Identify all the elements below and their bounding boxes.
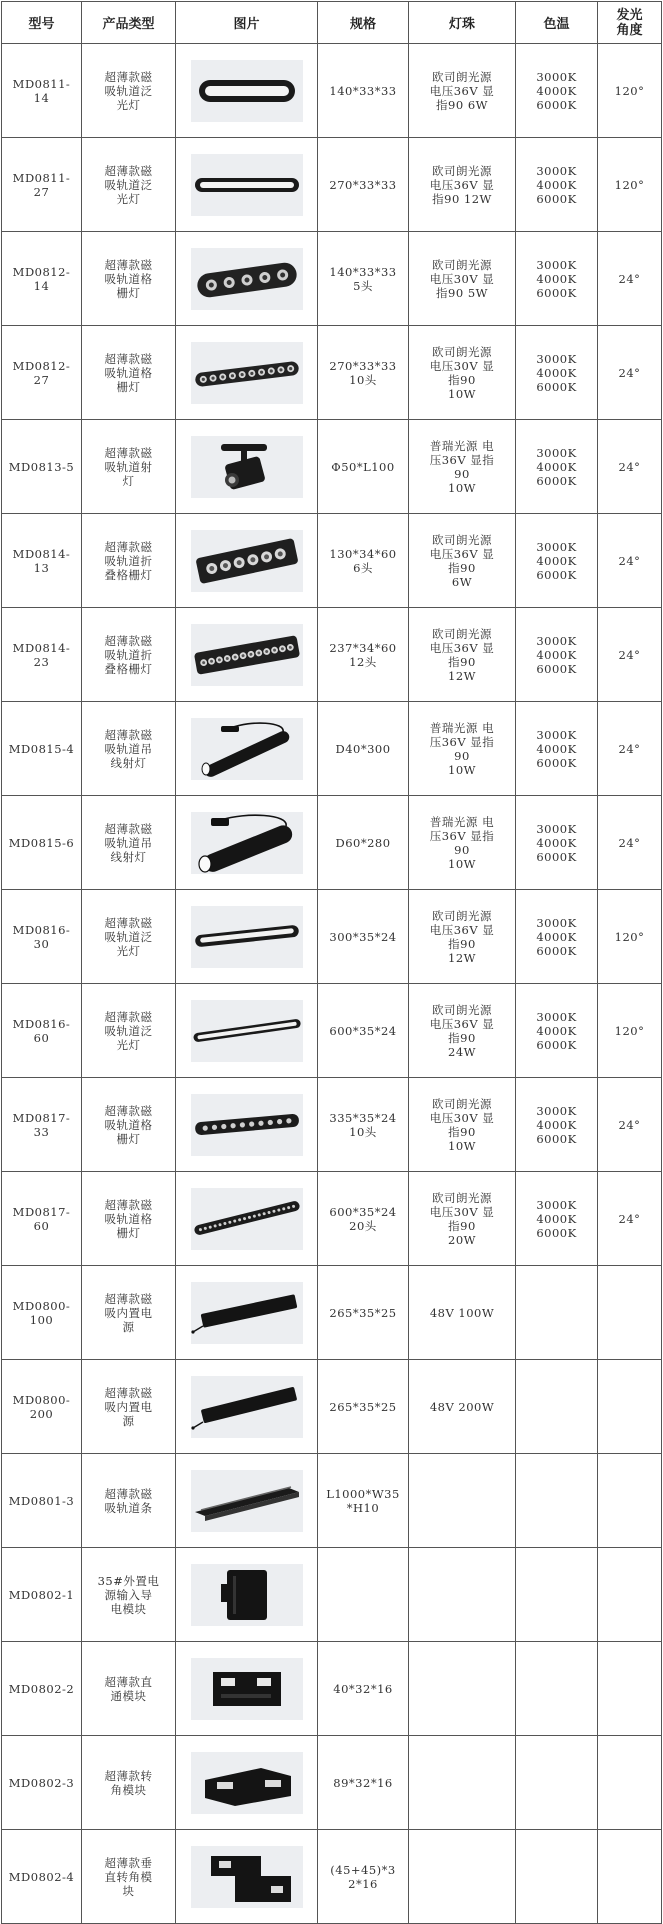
led-cell: 欧司朗光源 电压36V 显 指90 12W bbox=[409, 138, 516, 232]
color-temp-cell: 3000K 4000K 6000K bbox=[516, 326, 598, 420]
beam-angle-cell bbox=[598, 1642, 662, 1736]
long-flood-light-icon bbox=[191, 154, 303, 216]
color-temp-cell bbox=[516, 1454, 598, 1548]
spec-cell: D40*300 bbox=[318, 702, 409, 796]
spec-cell: L1000*W35 *H10 bbox=[318, 1454, 409, 1548]
table-row bbox=[2, 138, 662, 232]
spec-cell: (45+45)*3 2*16 bbox=[318, 1830, 409, 1924]
short-grille-light-icon bbox=[191, 248, 303, 310]
color-temp-cell: 3000K 4000K 6000K bbox=[516, 44, 598, 138]
color-temp-cell: 3000K 4000K 6000K bbox=[516, 514, 598, 608]
image-cell bbox=[176, 1830, 318, 1924]
color-temp-cell bbox=[516, 1830, 598, 1924]
image-cell bbox=[176, 1642, 318, 1736]
image-cell bbox=[176, 608, 318, 702]
spec-cell: 140*33*33 bbox=[318, 44, 409, 138]
spec-cell: D60*280 bbox=[318, 796, 409, 890]
beam-angle-cell bbox=[598, 1548, 662, 1642]
spec-cell: 270*33*33 bbox=[318, 138, 409, 232]
slim-flood-60-icon bbox=[191, 1000, 303, 1062]
table-row bbox=[2, 796, 662, 890]
header-type: 产品类型 bbox=[82, 2, 176, 44]
color-temp-cell: 3000K 4000K 6000K bbox=[516, 420, 598, 514]
product-type-cell: 超薄款磁 吸轨道条 bbox=[82, 1454, 176, 1548]
straight-connector-icon bbox=[191, 1658, 303, 1720]
image-cell bbox=[176, 702, 318, 796]
led-cell: 普瑞光源 电 压36V 显指 90 10W bbox=[409, 796, 516, 890]
led-cell: 欧司朗光源 电压36V 显 指90 12W bbox=[409, 608, 516, 702]
model-cell: MD0814- 13 bbox=[2, 514, 82, 608]
spec-cell: 130*34*60 6头 bbox=[318, 514, 409, 608]
beam-angle-cell: 24° bbox=[598, 514, 662, 608]
table-row bbox=[2, 1172, 662, 1266]
corner-connector-icon bbox=[191, 1752, 303, 1814]
beam-angle-cell: 24° bbox=[598, 326, 662, 420]
led-cell bbox=[409, 1454, 516, 1548]
led-cell bbox=[409, 1736, 516, 1830]
spec-cell bbox=[318, 1548, 409, 1642]
led-cell: 欧司朗光源 电压36V 显 指90 6W bbox=[409, 44, 516, 138]
color-temp-cell bbox=[516, 1548, 598, 1642]
track-rail-icon bbox=[191, 1470, 303, 1532]
spec-cell: 600*35*24 bbox=[318, 984, 409, 1078]
led-cell: 欧司朗光源 电压30V 显 指90 10W bbox=[409, 326, 516, 420]
header-row bbox=[2, 2, 662, 44]
product-type-cell: 超薄款磁 吸内置电 源 bbox=[82, 1266, 176, 1360]
led-cell bbox=[409, 1548, 516, 1642]
image-cell bbox=[176, 44, 318, 138]
model-cell: MD0802-3 bbox=[2, 1736, 82, 1830]
color-temp-cell: 3000K 4000K 6000K bbox=[516, 890, 598, 984]
color-temp-cell: 3000K 4000K 6000K bbox=[516, 1078, 598, 1172]
beam-angle-cell bbox=[598, 1266, 662, 1360]
table-row bbox=[2, 702, 662, 796]
product-type-cell: 超薄款磁 吸轨道格 栅灯 bbox=[82, 232, 176, 326]
table-row bbox=[2, 890, 662, 984]
led-cell: 欧司朗光源 电压36V 显 指90 12W bbox=[409, 890, 516, 984]
model-cell: MD0801-3 bbox=[2, 1454, 82, 1548]
header-image: 图片 bbox=[176, 2, 318, 44]
led-cell: 欧司朗光源 电压30V 显 指90 5W bbox=[409, 232, 516, 326]
table-row bbox=[2, 514, 662, 608]
color-temp-cell bbox=[516, 1266, 598, 1360]
folding-grille-long-icon bbox=[191, 624, 303, 686]
long-grille-light-icon bbox=[191, 342, 303, 404]
led-cell: 欧司朗光源 电压30V 显 指90 10W bbox=[409, 1078, 516, 1172]
header-spec: 规格 bbox=[318, 2, 409, 44]
spotlight-icon bbox=[191, 436, 303, 498]
model-cell: MD0817- 60 bbox=[2, 1172, 82, 1266]
product-type-cell: 超薄款磁 吸轨道折 叠格栅灯 bbox=[82, 514, 176, 608]
beam-angle-cell: 24° bbox=[598, 1078, 662, 1172]
beam-angle-cell bbox=[598, 1736, 662, 1830]
image-cell bbox=[176, 1172, 318, 1266]
table-row bbox=[2, 1548, 662, 1642]
image-cell bbox=[176, 138, 318, 232]
header-led: 灯珠 bbox=[409, 2, 516, 44]
led-cell: 欧司朗光源 电压36V 显 指90 6W bbox=[409, 514, 516, 608]
beam-angle-cell bbox=[598, 1454, 662, 1548]
led-cell: 欧司朗光源 电压30V 显 指90 20W bbox=[409, 1172, 516, 1266]
image-cell bbox=[176, 232, 318, 326]
image-cell bbox=[176, 1548, 318, 1642]
header-model: 型号 bbox=[2, 2, 82, 44]
color-temp-cell bbox=[516, 1360, 598, 1454]
spec-cell: 237*34*60 12头 bbox=[318, 608, 409, 702]
model-cell: MD0816- 30 bbox=[2, 890, 82, 984]
spec-cell: 270*33*33 10头 bbox=[318, 326, 409, 420]
spec-cell: 140*33*33 5头 bbox=[318, 232, 409, 326]
spec-cell: 300*35*24 bbox=[318, 890, 409, 984]
color-temp-cell bbox=[516, 1642, 598, 1736]
beam-angle-cell bbox=[598, 1360, 662, 1454]
image-cell bbox=[176, 984, 318, 1078]
table-row bbox=[2, 984, 662, 1078]
image-cell bbox=[176, 420, 318, 514]
slim-flood-30-icon bbox=[191, 906, 303, 968]
color-temp-cell: 3000K 4000K 6000K bbox=[516, 1172, 598, 1266]
power-input-module-icon bbox=[191, 1564, 303, 1626]
product-type-cell: 超薄款磁 吸轨道折 叠格栅灯 bbox=[82, 608, 176, 702]
product-spec-table bbox=[1, 1, 662, 1924]
model-cell: MD0813-5 bbox=[2, 420, 82, 514]
product-type-cell: 超薄款磁 吸轨道吊 线射灯 bbox=[82, 702, 176, 796]
product-type-cell: 超薄款磁 吸轨道泛 光灯 bbox=[82, 138, 176, 232]
beam-angle-cell: 24° bbox=[598, 608, 662, 702]
beam-angle-cell: 120° bbox=[598, 984, 662, 1078]
header-color-temp: 色温 bbox=[516, 2, 598, 44]
product-type-cell: 超薄款垂 直转角模 块 bbox=[82, 1830, 176, 1924]
led-cell bbox=[409, 1830, 516, 1924]
color-temp-cell: 3000K 4000K 6000K bbox=[516, 702, 598, 796]
led-cell: 48V 100W bbox=[409, 1266, 516, 1360]
power-supply-200w-icon bbox=[191, 1376, 303, 1438]
spec-cell: 600*35*24 20头 bbox=[318, 1172, 409, 1266]
product-type-cell: 超薄款磁 吸内置电 源 bbox=[82, 1360, 176, 1454]
table-row bbox=[2, 420, 662, 514]
header-beam-angle: 发光 角度 bbox=[598, 2, 662, 44]
product-type-cell: 超薄款磁 吸轨道格 栅灯 bbox=[82, 326, 176, 420]
beam-angle-cell: 24° bbox=[598, 1172, 662, 1266]
beam-angle-cell: 120° bbox=[598, 890, 662, 984]
model-cell: MD0814- 23 bbox=[2, 608, 82, 702]
spec-cell: 265*35*25 bbox=[318, 1266, 409, 1360]
table-row bbox=[2, 232, 662, 326]
image-cell bbox=[176, 1266, 318, 1360]
beam-angle-cell: 120° bbox=[598, 138, 662, 232]
model-cell: MD0802-4 bbox=[2, 1830, 82, 1924]
table-row bbox=[2, 1078, 662, 1172]
image-cell bbox=[176, 1078, 318, 1172]
color-temp-cell: 3000K 4000K 6000K bbox=[516, 984, 598, 1078]
slim-grille-60-icon bbox=[191, 1188, 303, 1250]
image-cell bbox=[176, 796, 318, 890]
model-cell: MD0815-4 bbox=[2, 702, 82, 796]
model-cell: MD0802-2 bbox=[2, 1642, 82, 1736]
model-cell: MD0815-6 bbox=[2, 796, 82, 890]
image-cell bbox=[176, 890, 318, 984]
model-cell: MD0816- 60 bbox=[2, 984, 82, 1078]
model-cell: MD0802-1 bbox=[2, 1548, 82, 1642]
image-cell bbox=[176, 514, 318, 608]
product-type-cell: 35#外置电 源输入导 电模块 bbox=[82, 1548, 176, 1642]
image-cell bbox=[176, 1360, 318, 1454]
spec-cell: 265*35*25 bbox=[318, 1360, 409, 1454]
table-row bbox=[2, 1454, 662, 1548]
led-cell: 欧司朗光源 电压36V 显 指90 24W bbox=[409, 984, 516, 1078]
color-temp-cell: 3000K 4000K 6000K bbox=[516, 232, 598, 326]
model-cell: MD0811- 27 bbox=[2, 138, 82, 232]
product-type-cell: 超薄款磁 吸轨道泛 光灯 bbox=[82, 984, 176, 1078]
table-row bbox=[2, 1736, 662, 1830]
beam-angle-cell: 120° bbox=[598, 44, 662, 138]
product-type-cell: 超薄款磁 吸轨道泛 光灯 bbox=[82, 890, 176, 984]
model-cell: MD0800- 100 bbox=[2, 1266, 82, 1360]
table-row bbox=[2, 1266, 662, 1360]
model-cell: MD0812- 27 bbox=[2, 326, 82, 420]
color-temp-cell: 3000K 4000K 6000K bbox=[516, 796, 598, 890]
table-row bbox=[2, 326, 662, 420]
color-temp-cell: 3000K 4000K 6000K bbox=[516, 138, 598, 232]
table-row bbox=[2, 1642, 662, 1736]
product-type-cell: 超薄款直 通模块 bbox=[82, 1642, 176, 1736]
table-row bbox=[2, 608, 662, 702]
product-type-cell: 超薄款磁 吸轨道格 栅灯 bbox=[82, 1172, 176, 1266]
table-row bbox=[2, 1360, 662, 1454]
image-cell bbox=[176, 1736, 318, 1830]
beam-angle-cell: 24° bbox=[598, 702, 662, 796]
power-supply-100w-icon bbox=[191, 1282, 303, 1344]
product-type-cell: 超薄款磁 吸轨道吊 线射灯 bbox=[82, 796, 176, 890]
image-cell bbox=[176, 326, 318, 420]
slim-grille-33-icon bbox=[191, 1094, 303, 1156]
led-cell bbox=[409, 1642, 516, 1736]
color-temp-cell bbox=[516, 1736, 598, 1830]
product-type-cell: 超薄款转 角模块 bbox=[82, 1736, 176, 1830]
pendant-spot-small-icon bbox=[191, 718, 303, 780]
product-type-cell: 超薄款磁 吸轨道泛 光灯 bbox=[82, 44, 176, 138]
model-cell: MD0811- 14 bbox=[2, 44, 82, 138]
short-flood-light-icon bbox=[191, 60, 303, 122]
color-temp-cell: 3000K 4000K 6000K bbox=[516, 608, 598, 702]
spec-cell: 40*32*16 bbox=[318, 1642, 409, 1736]
product-type-cell: 超薄款磁 吸轨道射 灯 bbox=[82, 420, 176, 514]
beam-angle-cell: 24° bbox=[598, 796, 662, 890]
table-row bbox=[2, 1830, 662, 1924]
led-cell: 48V 200W bbox=[409, 1360, 516, 1454]
model-cell: MD0817- 33 bbox=[2, 1078, 82, 1172]
beam-angle-cell: 24° bbox=[598, 420, 662, 514]
pendant-spot-large-icon bbox=[191, 812, 303, 874]
led-cell: 普瑞光源 电 压36V 显指 90 10W bbox=[409, 702, 516, 796]
table-row bbox=[2, 44, 662, 138]
folding-grille-short-icon bbox=[191, 530, 303, 592]
vertical-corner-connector-icon bbox=[191, 1846, 303, 1908]
beam-angle-cell bbox=[598, 1830, 662, 1924]
spec-cell: 89*32*16 bbox=[318, 1736, 409, 1830]
beam-angle-cell: 24° bbox=[598, 232, 662, 326]
spec-cell: Φ50*L100 bbox=[318, 420, 409, 514]
model-cell: MD0812- 14 bbox=[2, 232, 82, 326]
spec-cell: 335*35*24 10头 bbox=[318, 1078, 409, 1172]
led-cell: 普瑞光源 电 压36V 显指 90 10W bbox=[409, 420, 516, 514]
model-cell: MD0800- 200 bbox=[2, 1360, 82, 1454]
product-type-cell: 超薄款磁 吸轨道格 栅灯 bbox=[82, 1078, 176, 1172]
image-cell bbox=[176, 1454, 318, 1548]
